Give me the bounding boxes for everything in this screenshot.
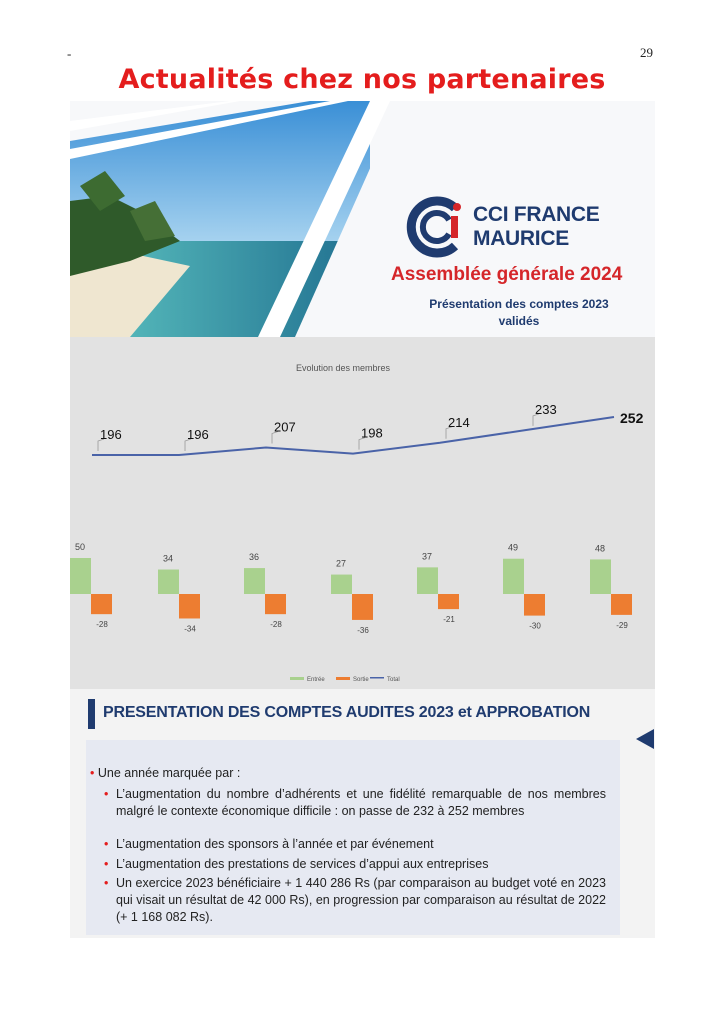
entree-data-label: 27 [335,558,347,569]
legend-swatch [336,677,350,680]
sortie-bar [524,594,545,616]
total-data-label: 214 [448,414,470,430]
list-item-text: L’augmentation des sponsors à l’année et par événement [116,837,434,851]
legend-label: Total [387,677,400,683]
total-data-label: 198 [361,425,383,441]
sortie-data-label: -34 [184,624,196,634]
legend-label: Entrée [307,677,325,683]
sortie-bar [91,594,112,614]
entree-bar [331,575,352,594]
main-bullet [90,766,240,780]
members-chart [70,337,655,689]
bullet-icon: • [104,787,109,801]
list-item [104,786,606,820]
list-item-text: Un exercice 2023 bénéficiaire + 1 440 286 Rs (par comparaison au budget voté en 2023 qui visait un résultat de 42 000 Rs), en progression par comparaison au résultat de 2022 (+ 1 168 082 Rs). [116,876,606,924]
bullet-icon: • [104,857,109,871]
entree-bar [70,558,91,594]
list-item-text: L’augmentation des prestations de services d’appui aux entreprises [116,857,489,871]
sortie-bar [352,594,373,620]
page-marker: - [67,46,72,61]
entree-bar [590,559,611,594]
entree-bar [158,570,179,594]
bullet-icon: • [104,876,109,890]
entree-data-label: 50 [74,542,86,552]
list-item-text: L’augmentation du nombre d’adhérents et une fidélité remarquable de nos membres malgré le contexte économique difficile : on passe de 232 à 252 membres [116,787,606,818]
main-bullet-text: Une année marquée par : [97,766,241,780]
total-series-line [92,414,614,455]
agm-subtitle-line2: validés [498,314,540,328]
sortie-bar [438,594,459,609]
agm-title: Assemblée générale 2024 [391,264,623,285]
entree-data-label: 48 [594,543,606,554]
logo-text-line1: CCI FRANCE [473,203,600,226]
sortie-data-label: -29 [616,620,628,630]
page-headline: Actualités chez nos partenaires [118,64,606,95]
cci-logo-icon [405,196,465,258]
sortie-bar [611,594,632,615]
entree-data-label: 49 [507,542,519,553]
entree-data-label: 36 [248,552,260,563]
sortie-data-label: -28 [270,620,282,630]
triangle-arrow-icon [636,729,654,749]
sortie-bar [265,594,286,614]
page-number: 29 [640,45,653,60]
legend-label: Sortie [353,677,369,683]
list-item [104,836,606,853]
agm-subtitle-line1: Présentation des comptes 2023 [429,297,609,311]
heading-accent-bar [88,699,95,729]
entree-bar [244,568,265,594]
list-item [104,875,606,926]
sortie-data-label: -30 [529,621,541,631]
bullet-icon: • [104,837,109,851]
sortie-data-label: -36 [357,625,369,635]
chart-title: Evolution des membres [295,363,391,373]
legend-swatch [370,677,384,679]
entree-data-label: 34 [162,553,174,564]
sortie-bar [179,594,200,618]
total-data-label: 233 [535,401,557,417]
entree-bar [503,559,524,594]
entree-data-label: 37 [421,551,433,562]
total-data-label: 252 [620,410,644,426]
sortie-data-label: -21 [443,615,455,625]
presentation-heading: PRESENTATION DES COMPTES AUDITES 2023 et APPROBATION [103,704,591,721]
logo-text-line2: MAURICE [473,227,569,250]
total-data-label: 207 [274,419,296,435]
legend-swatch [290,677,304,680]
bullet-icon: • [90,766,98,780]
list-item [104,856,606,873]
total-data-label: 196 [100,427,122,442]
entree-bar [417,567,438,594]
sortie-data-label: -28 [96,620,108,630]
total-data-label: 196 [187,427,209,442]
